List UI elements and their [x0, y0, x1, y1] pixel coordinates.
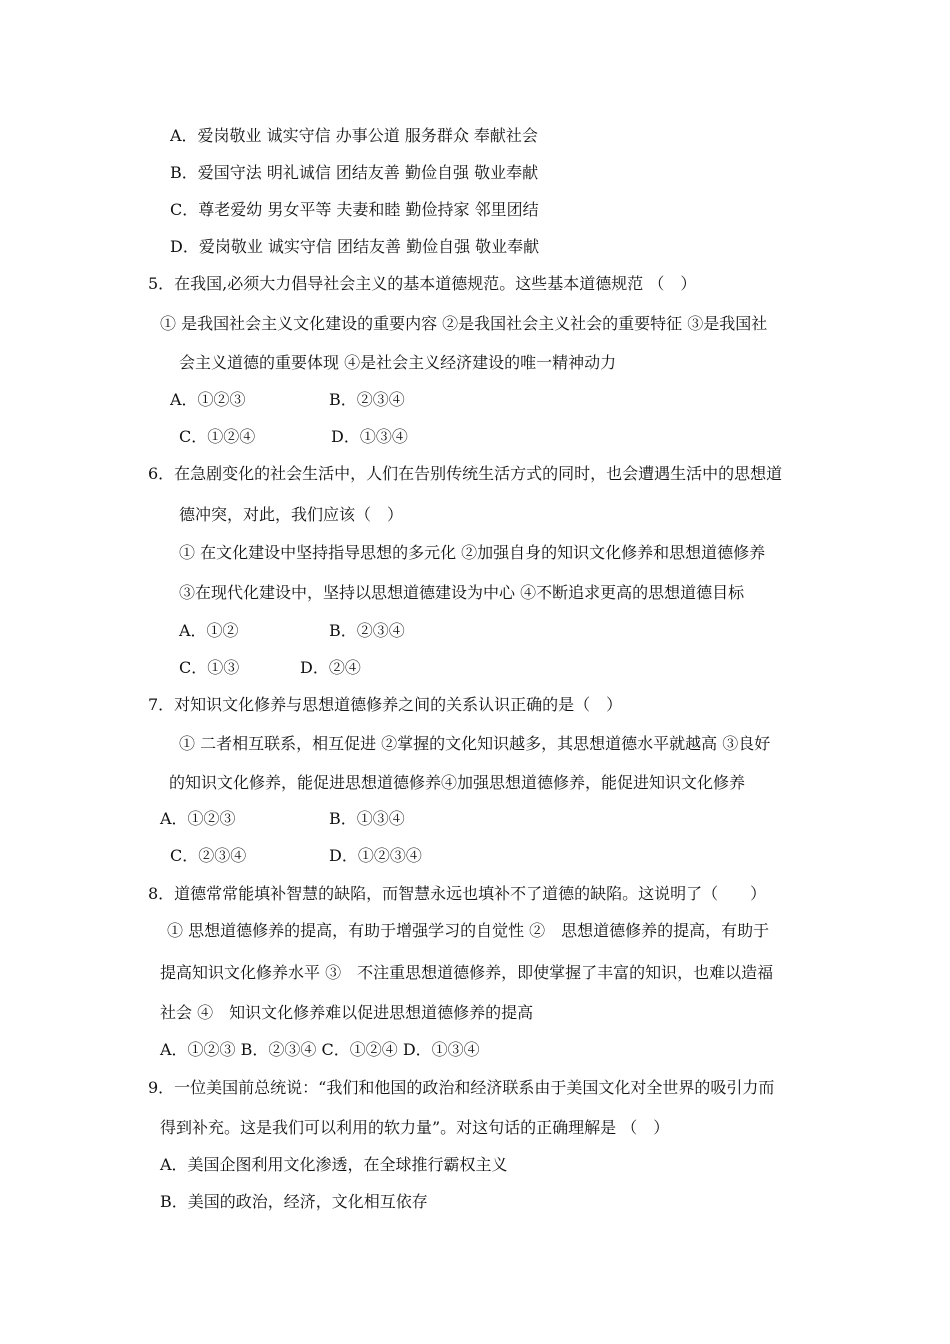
- q5-statement-line-2: 会主义道德的重要体现 ④是社会主义经济建设的唯一精神动力: [179, 353, 617, 372]
- q7-stem: 7．对知识文化修养与思想道德修养之间的关系认识正确的是（ ）: [148, 695, 623, 714]
- q6-option-b: B．②③④: [329, 621, 405, 640]
- q6-option-c: C．①③: [179, 658, 240, 677]
- q6-statement-line-2: ③在现代化建设中，坚持以思想道德建设为中心 ④不断追求更高的思想道德目标: [179, 583, 745, 602]
- q9-option-b: B．美国的政治，经济，文化相互依存: [160, 1192, 428, 1211]
- q4-option-c: C．尊老爱幼 男女平等 夫妻和睦 勤俭持家 邻里团结: [170, 200, 539, 219]
- q6-option-a: A．①②: [179, 621, 239, 640]
- q8-stem: 8．道德常常能填补智慧的缺陷，而智慧永远也填补不了道德的缺陷。这说明了（ ）: [148, 884, 767, 903]
- q8-statement-line-1: ① 思想道德修养的提高，有助于增强学习的自觉性 ② 思想道德修养的提高，有助于: [167, 921, 770, 940]
- q7-option-c: C．②③④: [170, 846, 247, 865]
- q8-statement-line-3: 社会 ④ 知识文化修养难以促进思想道德修养的提高: [160, 1003, 534, 1022]
- q5-stem: 5．在我国,必须大力倡导社会主义的基本道德规范。这些基本道德规范 （ ）: [148, 274, 697, 293]
- q9-stem-line-1: 9．一位美国前总统说：“我们和他国的政治和经济联系由于美国文化对全世界的吸引力而: [148, 1078, 775, 1097]
- q6-stem-line-1: 6．在急剧变化的社会生活中，人们在告别传统生活方式的同时，也会遭遇生活中的思想道: [148, 464, 783, 483]
- q5-option-a: A．①②③: [170, 390, 246, 409]
- q9-option-a: A．美国企图利用文化渗透，在全球推行霸权主义: [160, 1155, 508, 1174]
- q8-statement-line-2: 提高知识文化修养水平 ③ 不注重思想道德修养，即使掌握了丰富的知识，也难以造福: [160, 963, 774, 982]
- q5-statement-line-1: ① 是我国社会主义文化建设的重要内容 ②是我国社会主义社会的重要特征 ③是我国社: [160, 314, 768, 333]
- q7-option-a: A．①②③: [160, 809, 236, 828]
- q7-statement-line-2: 的知识文化修养，能促进思想道德修养④加强思想道德修养，能促进知识文化修养: [169, 773, 746, 792]
- q4-option-a: A．爱岗敬业 诚实守信 办事公道 服务群众 奉献社会: [170, 126, 538, 145]
- q7-statement-line-1: ① 二者相互联系，相互促进 ②掌握的文化知识越多，其思想道德水平就越高 ③良好: [179, 734, 771, 753]
- q8-options: A．①②③ B．②③④ C．①②④ D．①③④: [160, 1040, 480, 1059]
- q4-option-b: B．爱国守法 明礼诚信 团结友善 勤俭自强 敬业奉献: [170, 163, 539, 182]
- q5-option-b: B．②③④: [329, 390, 405, 409]
- q7-option-d: D．①②③④: [329, 846, 422, 865]
- q7-option-b: B．①③④: [329, 809, 405, 828]
- q5-option-d: D．①③④: [331, 427, 408, 446]
- q4-option-d: D．爱岗敬业 诚实守信 团结友善 勤俭自强 敬业奉献: [170, 237, 540, 256]
- q6-statement-line-1: ① 在文化建设中坚持指导思想的多元化 ②加强自身的知识文化修养和思想道德修养: [179, 543, 766, 562]
- q5-option-c: C．①②④: [179, 427, 256, 446]
- q9-stem-line-2: 得到补充。这是我们可以利用的软力量”。对这句话的正确理解是 （ ）: [160, 1118, 670, 1137]
- q6-option-d: D．②④: [300, 658, 361, 677]
- q6-stem-line-2: 德冲突，对此，我们应该（ ）: [179, 505, 404, 524]
